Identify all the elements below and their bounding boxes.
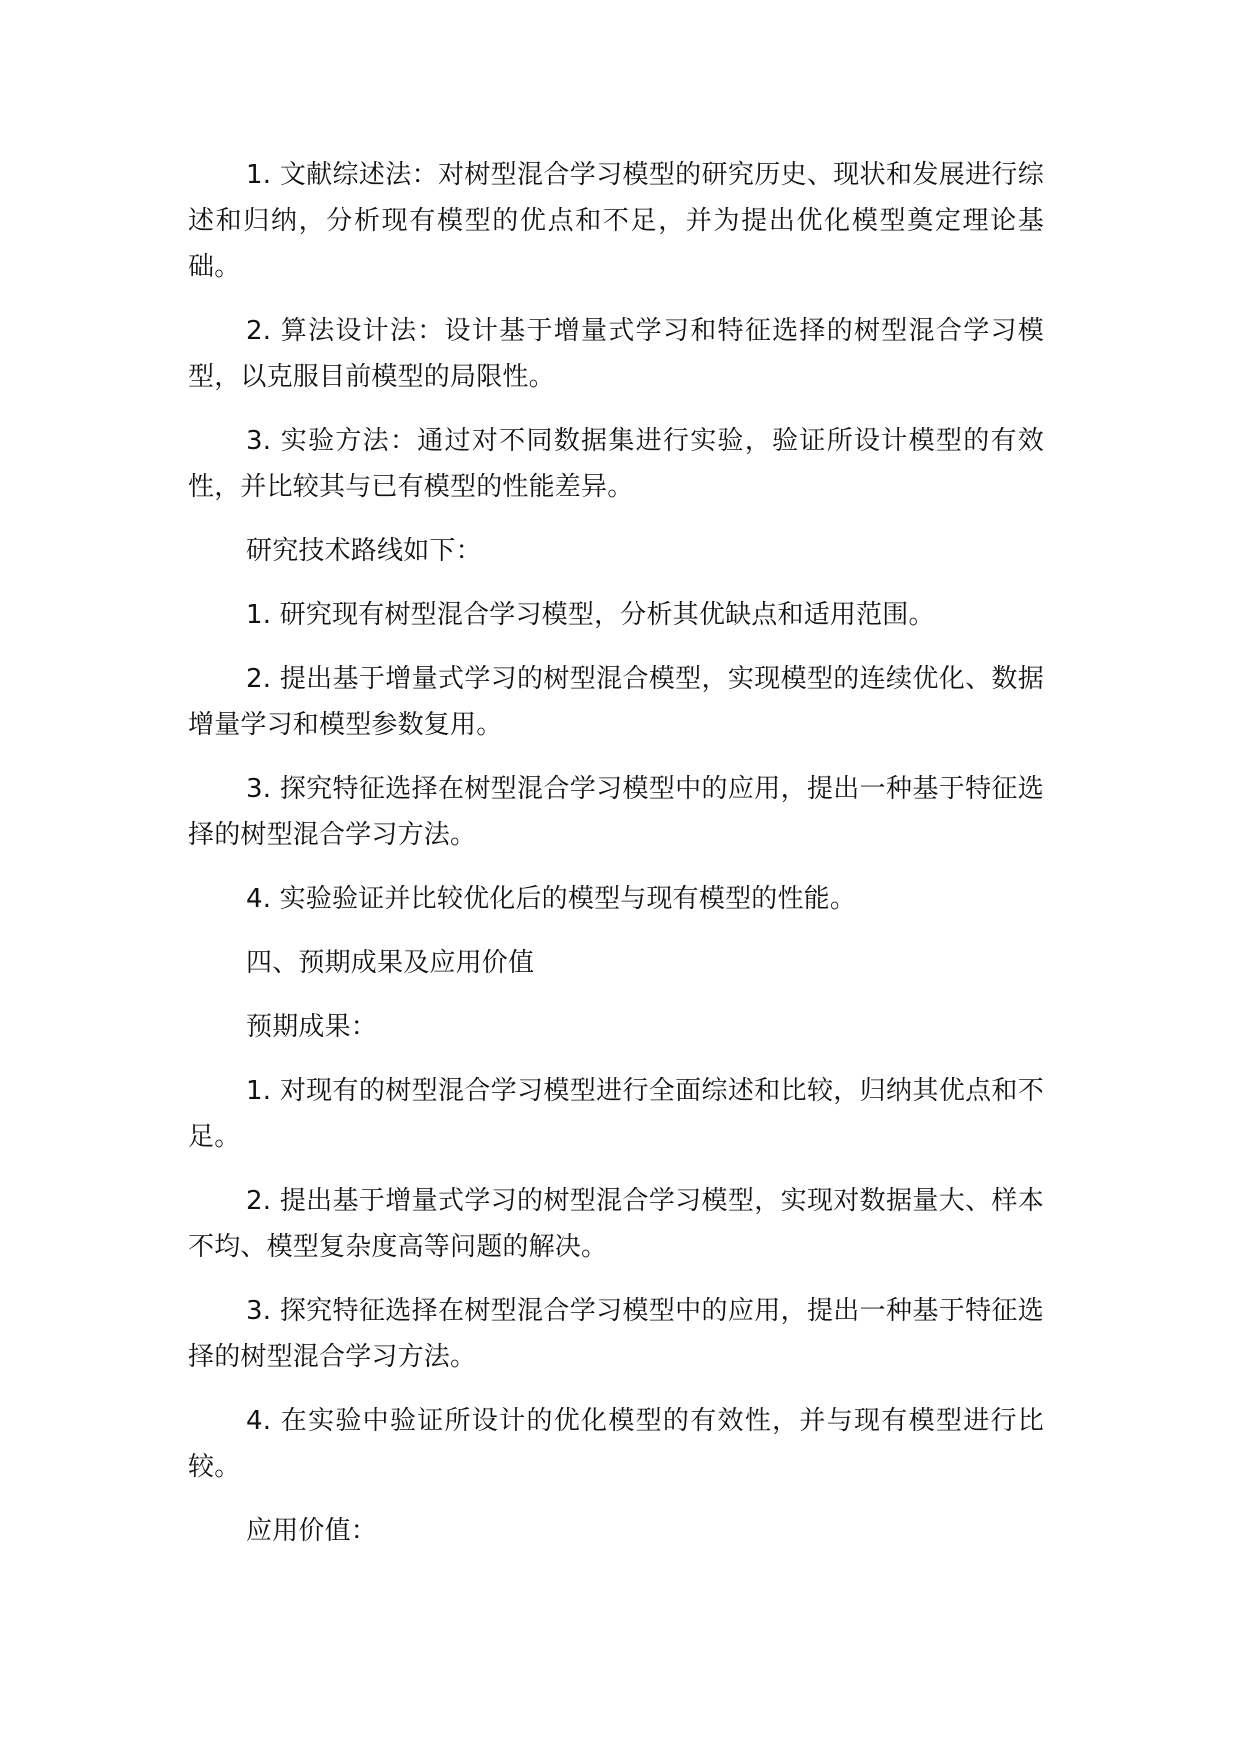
document-body bbox=[188, 152, 1044, 1572]
route-step-3: 3. 探究特征选择在树型混合学习模型中的应用，提出一种基于特征选择的树型混合学习方法。 bbox=[188, 774, 1044, 850]
expected-results-heading: 预期成果： bbox=[246, 1012, 378, 1042]
technical-route-heading: 研究技术路线如下： bbox=[246, 536, 482, 566]
expected-result-4: 4. 在实验中验证所设计的优化模型的有效性，并与现有模型进行比较。 bbox=[188, 1406, 1044, 1482]
application-value-heading: 应用价值： bbox=[246, 1516, 378, 1546]
route-step-1: 1. 研究现有树型混合学习模型，分析其优缺点和适用范围。 bbox=[246, 600, 935, 630]
method-literature-review: 1. 文献综述法：对树型混合学习模型的研究历史、现状和发展进行综述和归纳，分析现有模型的优点和不足，并为提出优化模型奠定理论基础。 bbox=[188, 160, 1044, 282]
expected-result-2: 2. 提出基于增量式学习的树型混合学习模型，实现对数据量大、样本不均、模型复杂度高等问题的解决。 bbox=[188, 1186, 1044, 1262]
route-step-2: 2. 提出基于增量式学习的树型混合模型，实现模型的连续优化、数据增量学习和模型参数复用。 bbox=[188, 664, 1044, 740]
method-algorithm-design: 2. 算法设计法：设计基于增量式学习和特征选择的树型混合学习模型，以克服目前模型的局限性。 bbox=[188, 316, 1044, 392]
route-step-4: 4. 实验验证并比较优化后的模型与现有模型的性能。 bbox=[246, 884, 857, 914]
expected-result-1: 1. 对现有的树型混合学习模型进行全面综述和比较，归纳其优点和不足。 bbox=[188, 1076, 1044, 1152]
expected-result-3: 3. 探究特征选择在树型混合学习模型中的应用，提出一种基于特征选择的树型混合学习方法。 bbox=[188, 1296, 1044, 1372]
section-four-heading: 四、预期成果及应用价值 bbox=[246, 948, 535, 978]
method-experiment: 3. 实验方法：通过对不同数据集进行实验，验证所设计模型的有效性，并比较其与已有模型的性能差异。 bbox=[188, 426, 1044, 502]
